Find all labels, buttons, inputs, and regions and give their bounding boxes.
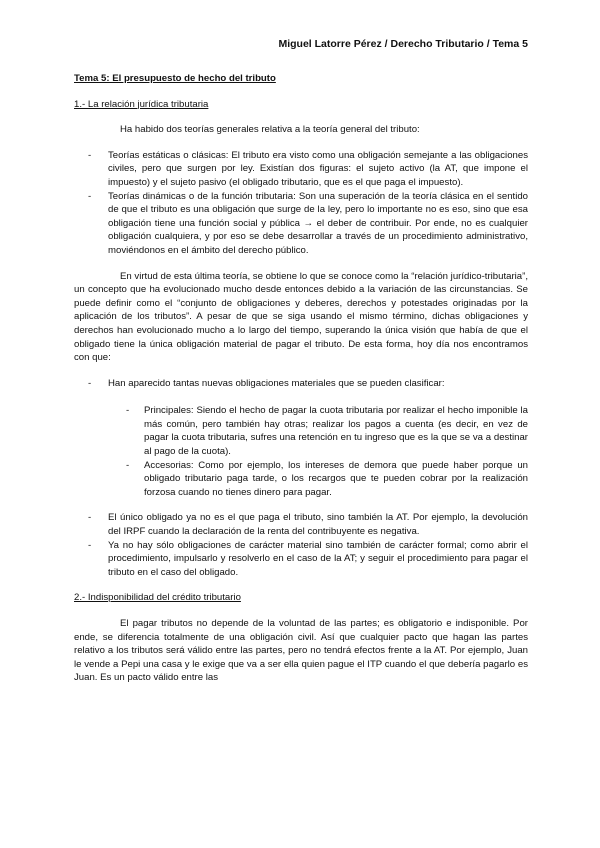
list-item-at-obligated: - El único obligado ya no es el que paga el tributo, sino también la AT. Por ejemplo, la devolución del IRPF cuando la declaración de la renta del contribuyente es negativa.	[74, 511, 528, 538]
section2-paragraph: El pagar tributos no depende de la voluntad de las partes; es obligatorio e indisponible. Por ende, se diferencia totalmente de una obligación civil. Así que cualquier pacto que hagan las partes relativo a los tributos será válido entre las partes, pero no tendrá efectos frente a la AT. Por ejemplo, Juan le vende a Pepi una casa y le exige que va a ser ella quien pague el ITP cuando el que debería pagarlo es Juan. Es un pacto válido entre las	[74, 618, 528, 684]
list-item-new-obligations	[74, 377, 528, 500]
list-item-dynamic-theory: - Teorías dinámicas o de la función tributaria: Son una superación de la teoría clásica en el sentido de que el tributo es una obligación que surge de la ley, pero lo importante no es eso, sino que esa obligación tiene una función social y pública → el deber de contribuir. Por ende, no es cualquier obligación cualquiera, y por eso se debe desarrollar a través de un procedimiento administrativo, moviéndonos en el ámbito del derecho público.	[74, 190, 528, 258]
sublist-item-principales: - Principales: Siendo el hecho de pagar la cuota tributaria por realizar el hecho imponible la más común, pero también hay otras; realizar los pagos a cuenta (es decir, en vez de pagar la cuota tributaria, sufres una retención en tu ingreso que es la que se va a destinar al pago de la cuota).	[108, 404, 528, 458]
section-heading-1: 1.- La relación jurídica tributaria	[74, 98, 209, 110]
obligation-types-list	[108, 404, 528, 499]
page-title: Tema 5: El presupuesto de hecho del tributo	[74, 73, 276, 84]
list-item-static-theory: - Teorías estáticas o clásicas: El tributo era visto como una obligación semejante a las obligaciones civiles, pero que surgen por ley. Existían dos figuras: el sujeto activo (la AT, que impone el impuesto) y el sujeto pasivo (el obligado tributario, que es el que paga el impuesto).	[74, 149, 528, 190]
section1-paragraph: En virtud de esta última teoría, se obtiene lo que se conoce como la “relación jurídico-tributaria”, un concepto que ha evolucionado mucho desde entonces debido a la variación de las circunstancias. Se puede definir como el “conjunto de obligaciones y deberes, derechos y potestades originadas por la aplicación de los tributos”. A pesar de que se siga usando el mismo término, dichas obligaciones y derechos han evolucionado mucho a lo largo del tiempo, superando la única visión que había de que el obligado tiene la única obligación material de pagar el tributo. De esta forma, hoy día nos encontramos con que:	[74, 270, 528, 364]
page-header: Miguel Latorre Pérez / Derecho Tributario / Tema 5	[278, 38, 528, 50]
sublist-item-accesorias: - Accesorias: Como por ejemplo, los intereses de demora que puede haber porque un obligado tributario paga tarde, o los recargos que te pueden cobrar por la realización forzosa cuando no tienes dinero para pagar.	[108, 459, 528, 500]
theories-list	[74, 149, 528, 258]
list-item-formal-obligations: - Ya no hay sólo obligaciones de carácter material sino también de carácter formal; como abrir el procedimiento, impulsarlo y resolverlo en el caso de la AT; y seguir el procedimiento para pagar el tributo en el caso del obligado.	[74, 539, 528, 580]
list-item-text: Han aparecido tantas nuevas obligaciones materiales que se pueden clasificar:	[108, 377, 445, 389]
evolution-list	[74, 377, 528, 580]
section1-intro: Ha habido dos teorías generales relativa a la teoría general del tributo:	[120, 124, 420, 136]
document-body	[74, 72, 528, 685]
section-heading-2: 2.- Indisponibilidad del crédito tributario	[74, 592, 241, 604]
